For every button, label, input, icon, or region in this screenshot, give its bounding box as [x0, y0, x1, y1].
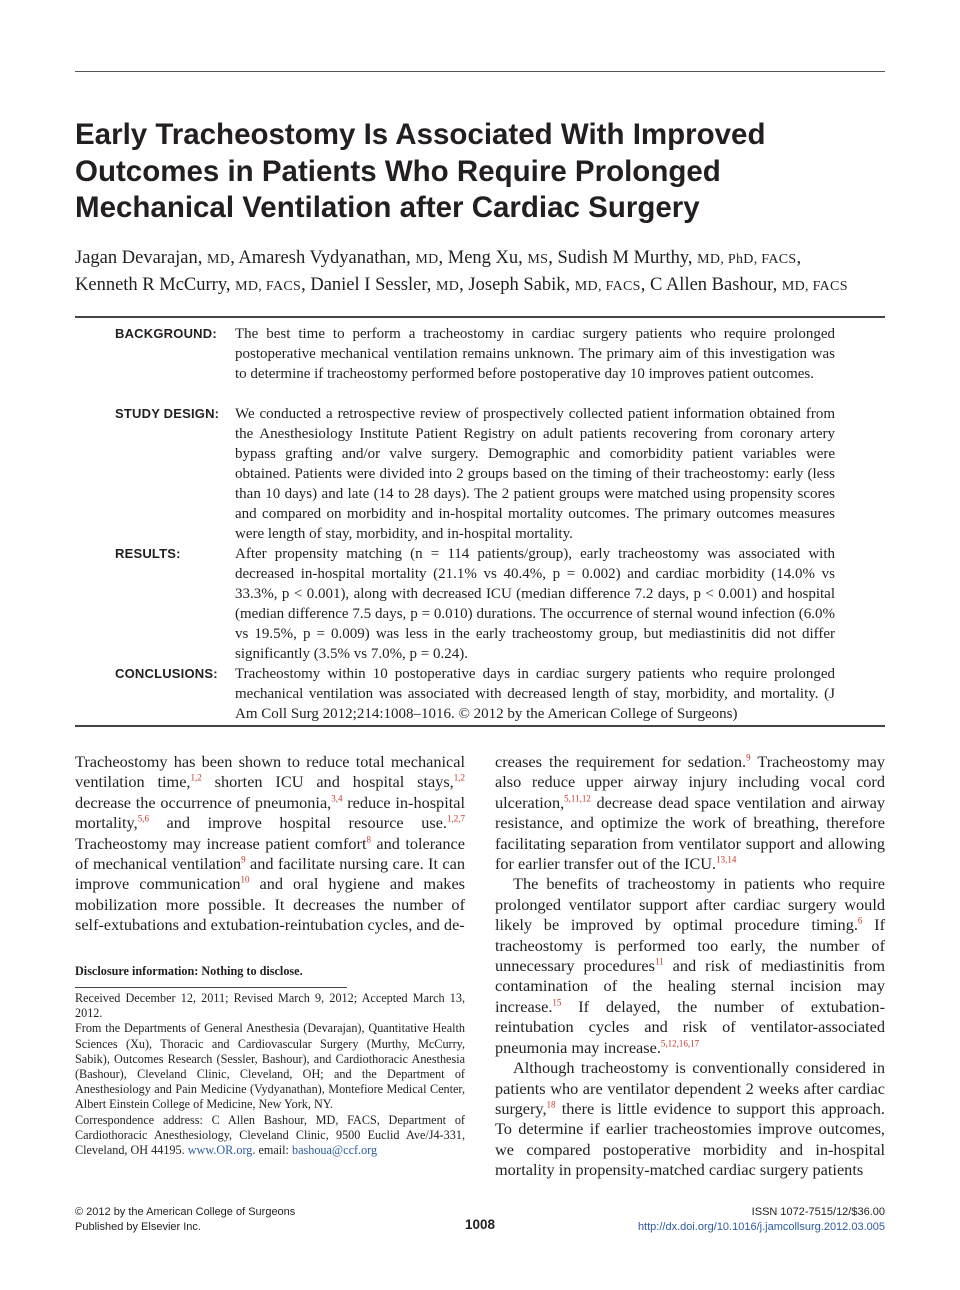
- author-degrees: MD, PhD, FACS: [697, 252, 797, 267]
- citation-ref[interactable]: 5,6: [137, 813, 149, 824]
- author-name: Joseph Sabik,: [468, 274, 575, 295]
- body-paragraph-2: [495, 874, 885, 1058]
- footnote-rule: [75, 987, 347, 988]
- body-text: and oral hygiene and makes mobilization more possible. It decreases the number of self-extubations and extubation-reintubation cycles, and de-: [75, 874, 466, 935]
- correspondence: [75, 1113, 465, 1159]
- body-text: creases the requirement for sedation.: [495, 752, 747, 771]
- author-name: Kenneth R McCurry,: [75, 274, 236, 295]
- citation-ref[interactable]: 13,14: [716, 854, 737, 865]
- author-name: Meng Xu,: [447, 248, 528, 268]
- email-link[interactable]: bashoua@ccf.org: [292, 1143, 378, 1158]
- publisher: Published by Elsevier Inc.: [75, 1221, 201, 1233]
- body-text: The benefits of tracheostomy in patients who require prolonged ventilator support after cardiac surgery would likely be improved by optimal procedure timing.: [495, 874, 885, 935]
- body-text: Tracheostomy may also reduce upper airway injury including vocal cord ulceration,: [495, 752, 886, 812]
- body-text: Tracheostomy has been shown to reduce total mechanical ventilation time,: [75, 752, 465, 792]
- citation-ref[interactable]: 1,2: [190, 772, 202, 783]
- citation-ref[interactable]: 5,11,12: [564, 793, 591, 804]
- issn: ISSN 1072-7515/12/$36.00: [751, 1206, 885, 1218]
- background-text: The best time to perform a tracheostomy in cardiac surgery patients who require prolonged postoperative mechanical ventilation remains unknown. The primary aim of this investigation was to determine if tracheostomy performed before postoperative day 10 improves patient outcomes.: [235, 326, 835, 382]
- author-degrees: MD: [415, 252, 439, 267]
- body-text: decrease dead space ventilation and airway resistance, and optimize the work of breathing, therefore facilitating separation from ventilator support and allowing for earlier transfer out of the ICU.: [495, 792, 885, 874]
- body-text: Although tracheostomy is conventionally considered in patients who are ventilator dependent 2 weeks after cardiac surgery,: [495, 1058, 885, 1118]
- author-list: Jagan Devarajan, MD, Amaresh Vydyanathan, MD, Meng Xu, MS, Sudish M Murthy, MD, PhD, FACS, Kenneth R McCurry, MD, FACS, Daniel I Sessler, MD, Joseph Sabik, MD, FACS, C Allen Bashour, MD, FACS: [75, 248, 848, 295]
- citation-ref[interactable]: 5,12,16,17: [660, 1038, 700, 1049]
- abstract-box: [75, 316, 885, 727]
- email-label: . email:: [252, 1143, 292, 1158]
- conclusions-text: Tracheostomy within 10 postoperative days in cardiac surgery patients who require prolonged mechanical ventilation was associated with decreased length of stay, morbidity, and mortality. (J Am Coll Surg 2012;214:1008–1016. © 2012 by the American College of Surgeons): [235, 666, 835, 722]
- author-degrees: MD: [436, 278, 460, 294]
- citation-ref[interactable]: 9: [241, 854, 246, 865]
- citation-ref[interactable]: 1,2,7: [447, 813, 465, 824]
- body-paragraph-3: [495, 1058, 885, 1180]
- author-name: Sudish M Murthy,: [557, 248, 698, 268]
- author-degrees: MD, FACS: [781, 278, 848, 294]
- author-degrees: MD: [207, 252, 231, 267]
- results-text: After propensity matching (n = 114 patients/group), early tracheostomy was associated with decreased in-hospital mortality (21.1% vs 40.4%, p = 0.002) and cardiac morbidity (14.0% vs 33.3%, p < 0.001), along with decreased ICU (median difference 7.2 days, p < 0.001) and hospital (median difference 7.5 days, p = 0.010) durations. The occurrence of sternal wound infection (6.0% vs 19.5%, p = 0.009) was less in the early tracheostomy group, but mediastinitis did not differ significantly (3.5% vs 7.0%, p = 0.24).: [235, 546, 835, 662]
- citation-ref[interactable]: 8: [366, 834, 371, 845]
- citation-ref[interactable]: 18: [546, 1099, 556, 1110]
- body-paragraph-1-continued: [495, 752, 885, 874]
- citation-ref[interactable]: 15: [552, 997, 562, 1008]
- website-link[interactable]: www.OR.org: [187, 1143, 253, 1158]
- author-degrees: MD, FACS: [235, 278, 302, 294]
- body-text: and tolerance of mechanical ventilation: [75, 833, 466, 874]
- citation-ref[interactable]: 1,2: [453, 772, 466, 783]
- citation-ref[interactable]: 11: [654, 956, 664, 967]
- copyright: © 2012 by the American College of Surgeons: [75, 1206, 296, 1218]
- study-design-text: We conducted a retrospective review of prospectively collected patient information obtained from the Anesthesiology Institute Patient Registry on adult patients recovering from coronary artery bypass grafting and/or valve surgery. Demographic and comorbidity patient variables were obtained. Patients were divided into 2 groups based on the timing of their tracheostomy: early (less than 10 days) and late (14 to 28 days). The 2 patient groups were matched using propensity scores and compared on morbidity and in-hospital mortality outcomes. The primary outcomes measures were length of stay, morbidity, and in-hospital mortality.: [235, 406, 835, 542]
- footnotes: [75, 991, 465, 1158]
- body-text: shorten ICU and hospital stays,: [201, 772, 454, 792]
- correspondence-text: Correspondence address: C Allen Bashour, MD, FACS, Department of Cardiothoracic Anesthesiology, Cleveland Clinic, 9500 Euclid Ave/J4-331, Cleveland, OH 44195.: [75, 1112, 465, 1158]
- citation-ref[interactable]: 6: [857, 915, 863, 926]
- body-text: and risk of mediastinitis from contamination of the healing sternal incision may increase.: [495, 956, 885, 1016]
- author-name: C Allen Bashour,: [650, 274, 782, 295]
- citation-ref[interactable]: 3,4: [331, 793, 343, 804]
- background-label: BACKGROUND:: [115, 326, 217, 341]
- author-name: Jagan Devarajan,: [75, 248, 208, 268]
- body-text: and facilitate nursing care. It can improve communication: [75, 854, 465, 894]
- body-column-right: [495, 752, 885, 1181]
- page-number: 1008: [464, 1217, 496, 1232]
- affiliations: From the Departments of General Anesthesia (Devarajan), Quantitative Health Sciences (Xu), Thoracic and Cardiovascular Surgery (Murthy, McCurry, Sabik), Outcomes Research (Sessler, Bashour), and Cardiothoracic Anesthesia (Bashour), Cleveland Clinic, Cleveland, OH; and the Department of Anesthesiology and Pain Medicine (Vydyanathan), Montefiore Medical Center, Albert Einstein College of Medicine, New York, NY.: [75, 1021, 465, 1112]
- top-rule: [75, 71, 885, 72]
- body-text: there is little evidence to support this approach. To determine if earlier tracheostomies improve outcomes, we compared postoperative morbidity and in-hospital mortality in propensity-matched cardiac surgery patients: [495, 1098, 885, 1180]
- author-degrees: MS: [527, 252, 549, 267]
- author-name: Daniel I Sessler,: [310, 274, 436, 295]
- body-paragraph-1: [75, 752, 465, 936]
- conclusions-label: CONCLUSIONS:: [115, 666, 218, 681]
- body-text: If tracheostomy is performed too early, the number of unnecessary procedures: [495, 915, 885, 976]
- results-label: RESULTS:: [115, 546, 181, 561]
- article-title: Early Tracheostomy Is Associated With Improved Outcomes in Patients Who Require Prolonged Mechanical Ventilation after Cardiac Surgery: [75, 118, 766, 224]
- study-design-label: STUDY DESIGN:: [115, 406, 220, 421]
- citation-ref[interactable]: 10: [240, 875, 250, 886]
- citation-ref[interactable]: 9: [746, 752, 751, 763]
- received-dates: Received December 12, 2011; Revised March 9, 2012; Accepted March 13, 2012.: [75, 991, 465, 1021]
- author-degrees: MD, FACS: [574, 278, 641, 294]
- body-text: Tracheostomy may increase patient comfort: [75, 833, 367, 853]
- disclosure-statement: Disclosure information: Nothing to disclose.: [75, 964, 303, 978]
- body-text: reduce in-hospital mortality,: [75, 792, 465, 833]
- body-text: decrease the occurrence of pneumonia,: [75, 792, 332, 812]
- author-name: Amaresh Vydyanathan,: [238, 248, 416, 268]
- body-text: and improve hospital resource use.: [148, 813, 447, 833]
- doi-link[interactable]: http://dx.doi.org/10.1016/j.jamcollsurg.2012.03.005: [637, 1221, 885, 1233]
- footer-right: [638, 1205, 885, 1235]
- footer-left: [75, 1205, 295, 1235]
- body-text: If delayed, the number of extubation-reintubation cycles and risk of ventilator-associated pneumonia may increase.: [495, 996, 885, 1057]
- body-column-left: [75, 752, 465, 936]
